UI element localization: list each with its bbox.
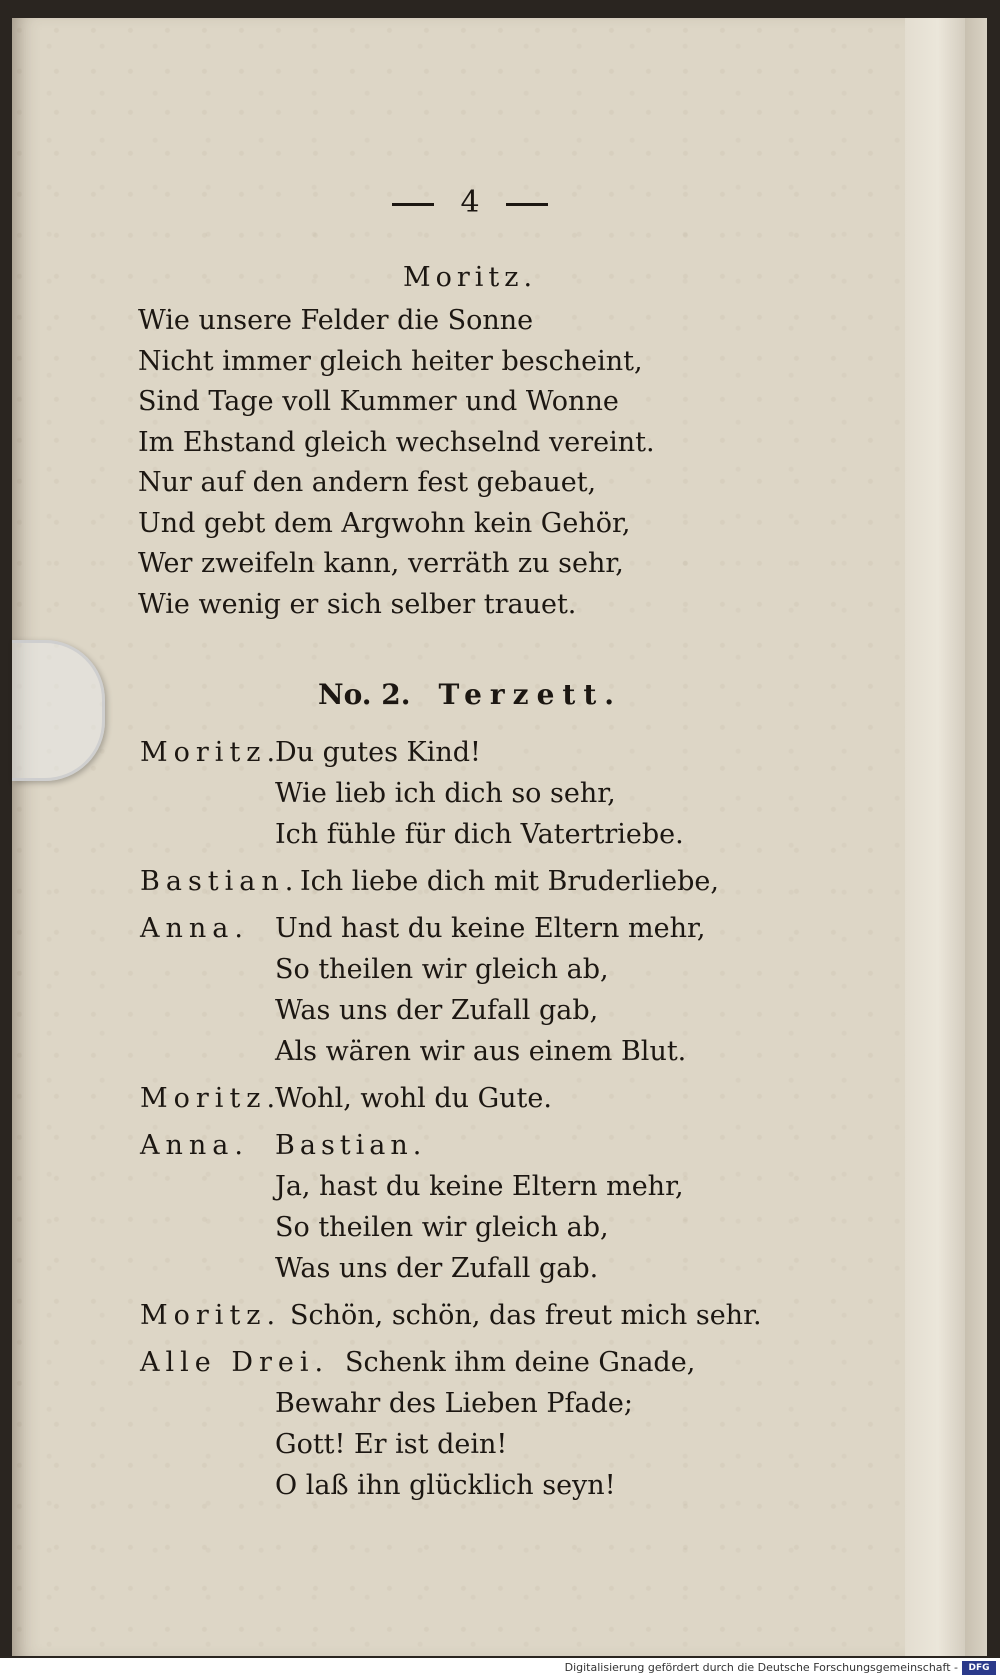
dialog-row [140,1166,900,1207]
dialog-row [140,1031,900,1072]
dialog-row [140,1424,900,1465]
verse-line: Wie wenig er sich selber trauet. [138,588,577,620]
dialog-line: Ich liebe dich mit Bruderliebe, [300,866,719,897]
dialog-line: Was uns der Zufall gab, [275,995,599,1026]
verse-line: Und gebt dem Argwohn kein Gehör, [138,507,631,539]
dash-left [392,203,434,206]
dialog-line: Was uns der Zufall gab. [275,1253,599,1284]
section-name: Terzett. [438,678,623,711]
speaker-name: Anna. [140,1130,249,1161]
dialog-row [140,814,900,855]
footer-bar [0,1658,1000,1678]
dialog-line: Wie lieb ich dich so sehr, [275,778,616,809]
dialog-line: Wohl, wohl du Gute. [275,1083,552,1114]
section-title [0,678,940,711]
dialog-line: Bastian. [275,1130,427,1161]
dialog-row [140,1207,900,1248]
dash-right [506,203,548,206]
dialog-line: Gott! Er ist dein! [275,1429,508,1460]
verse-line: Nur auf den andern fest gebauet, [138,467,597,498]
page-edge-outer [965,18,987,1656]
verse-line: Wer zweifeln kann, verräth zu sehr, [138,548,624,579]
dialog-line: Und hast du keine Eltern mehr, [275,913,706,944]
dialog-row [140,861,900,902]
dialog-line: Bewahr des Lieben Pfade; [275,1388,634,1419]
dialog-line: Du gutes Kind! [275,737,481,768]
verse-line: Nicht immer gleich heiter bescheint, [138,345,643,377]
dialog-row [140,1078,900,1119]
dialog-row [140,732,900,773]
page-number-value: 4 [460,185,480,220]
page-number [0,185,940,220]
speaker-heading: Moritz. [402,262,538,293]
dialog-line: Schön, schön, das freut mich sehr. [290,1300,762,1331]
dialog-row [140,1383,900,1424]
dialog-row [140,990,900,1031]
speaker-name: Alle Drei. [140,1347,330,1378]
speaker-name: Moritz. [140,1300,282,1331]
speaker-name: Moritz. [140,1083,282,1114]
dialog-row [140,1295,900,1336]
dialog-line: Ja, hast du keine Eltern mehr, [275,1171,684,1202]
dialog-line: So theilen wir gleich ab, [275,1212,609,1243]
dialog-line: Ich fühle für dich Vatertriebe. [275,819,684,850]
dialog-row [140,949,900,990]
speaker-name: Anna. [140,913,249,944]
dialog-row [140,1342,900,1383]
speaker-name: Moritz. [140,737,282,768]
dialog-block [140,732,900,1506]
verse-line: Sind Tage voll Kummer und Wonne [138,386,619,417]
verse-line: Im Ehstand gleich wechselnd vereint. [138,426,655,458]
dialog-line: So theilen wir gleich ab, [275,954,609,985]
dialog-row [140,773,900,814]
dialog-row [140,1248,900,1289]
footer-credit: Digitalisierung gefördert durch die Deutsche Forschungsgemeinschaft - [564,1661,958,1674]
dfg-logo-icon: DFG [962,1661,996,1675]
speaker-name: Bastian. [140,866,300,897]
dialog-row [140,1125,900,1166]
section-number: No. 2. [317,678,411,711]
dialog-line: O laß ihn glücklich seyn! [275,1470,616,1501]
verse-block [138,301,655,625]
dialog-line: Schenk ihm deine Gnade, [345,1347,696,1378]
dialog-row [140,908,900,949]
verse-line: Wie unsere Felder die Sonne [138,305,534,336]
dialog-line: Als wären wir aus einem Blut. [275,1036,687,1067]
dialog-row [140,1465,900,1506]
